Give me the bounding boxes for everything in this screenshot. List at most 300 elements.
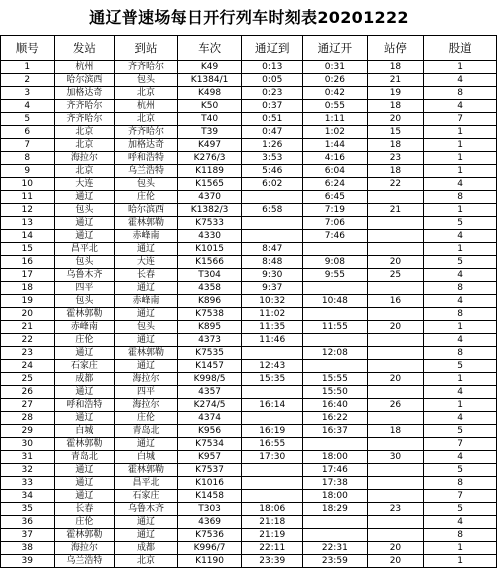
cell-arrive [242,464,303,477]
cell-track: 1 [424,542,497,555]
cell-depart: 16:37 [303,425,368,438]
table-row [1,61,497,74]
cell-from: 成都 [54,373,115,386]
cell-from: 昌平北 [54,243,115,256]
cell-depart [303,308,368,321]
cell-to: 齐齐哈尔 [115,61,178,74]
cell-arrive: 6:58 [242,204,303,217]
cell-track: 5 [424,503,497,516]
cell-stop: 22 [367,178,424,191]
cell-track: 8 [424,191,497,204]
cell-from: 通辽 [54,477,115,490]
cell-to: 包头 [115,74,178,87]
cell-depart: 9:55 [303,269,368,282]
cell-from: 通辽 [54,217,115,230]
table-row [1,425,497,438]
cell-to: 海拉尔 [115,373,178,386]
cell-no: 24 [1,360,55,373]
cell-from: 乌兰浩特 [54,555,115,568]
table-row [1,399,497,412]
cell-from: 通辽 [54,412,115,425]
cell-to: 石家庄 [115,490,178,503]
cell-stop [367,438,424,451]
cell-from: 北京 [54,139,115,152]
cell-no: 36 [1,516,55,529]
cell-no: 23 [1,347,55,360]
cell-depart: 6:04 [303,165,368,178]
cell-from: 通辽 [54,347,115,360]
table-row [1,191,497,204]
table-row [1,243,497,256]
cell-train: K497 [177,139,242,152]
cell-from: 青岛北 [54,451,115,464]
cell-track: 4 [424,295,497,308]
cell-stop: 25 [367,269,424,282]
cell-train: 4373 [177,334,242,347]
cell-depart: 0:26 [303,74,368,87]
cell-arrive: 21:18 [242,516,303,529]
cell-no: 14 [1,230,55,243]
table-row [1,373,497,386]
cell-train: T40 [177,113,242,126]
cell-train: K1565 [177,178,242,191]
cell-from: 石家庄 [54,360,115,373]
cell-no: 10 [1,178,55,191]
cell-depart: 16:22 [303,412,368,425]
cell-track: 1 [424,204,497,217]
cell-train: K1190 [177,555,242,568]
cell-to: 齐齐哈尔 [115,126,178,139]
cell-no: 2 [1,74,55,87]
cell-no: 4 [1,100,55,113]
cell-to: 北京 [115,555,178,568]
cell-depart: 15:55 [303,373,368,386]
cell-from: 庄伦 [54,334,115,347]
cell-to: 霍林郭勒 [115,464,178,477]
cell-train: T39 [177,126,242,139]
cell-track: 1 [424,321,497,334]
cell-stop: 20 [367,113,424,126]
cell-to: 白城 [115,451,178,464]
cell-track: 5 [424,256,497,269]
cell-track: 1 [424,373,497,386]
cell-stop: 16 [367,295,424,308]
cell-from: 哈尔滨西 [54,74,115,87]
cell-track: 1 [424,165,497,178]
cell-no: 31 [1,451,55,464]
cell-train: K1382/3 [177,204,242,217]
cell-to: 哈尔滨西 [115,204,178,217]
cell-train: K7537 [177,464,242,477]
cell-stop: 23 [367,152,424,165]
table-row [1,451,497,464]
cell-train: K1016 [177,477,242,490]
cell-train: K1384/1 [177,74,242,87]
cell-to: 霍林郭勒 [115,347,178,360]
cell-arrive: 11:02 [242,308,303,321]
cell-depart: 18:29 [303,503,368,516]
cell-depart: 0:55 [303,100,368,113]
cell-train: K7538 [177,308,242,321]
cell-track: 4 [424,230,497,243]
cell-arrive: 21:19 [242,529,303,542]
cell-stop: 18 [367,61,424,74]
cell-stop [367,490,424,503]
cell-to: 赤峰南 [115,230,178,243]
cell-train: 4374 [177,412,242,425]
cell-depart [303,243,368,256]
cell-no: 22 [1,334,55,347]
cell-depart: 0:42 [303,87,368,100]
cell-no: 37 [1,529,55,542]
cell-to: 昌平北 [115,477,178,490]
cell-depart: 16:40 [303,399,368,412]
header-train: 车次 [177,36,242,61]
cell-to: 成都 [115,542,178,555]
cell-from: 乌鲁木齐 [54,269,115,282]
cell-from: 呼和浩特 [54,399,115,412]
cell-depart: 22:31 [303,542,368,555]
cell-from: 通辽 [54,464,115,477]
cell-train: K7535 [177,347,242,360]
cell-stop [367,464,424,477]
cell-stop: 21 [367,74,424,87]
cell-to: 庄伦 [115,412,178,425]
table-row [1,555,497,568]
table-row [1,529,497,542]
cell-arrive: 0:51 [242,113,303,126]
cell-arrive: 11:35 [242,321,303,334]
cell-no: 9 [1,165,55,178]
cell-to: 大连 [115,256,178,269]
cell-from: 齐齐哈尔 [54,113,115,126]
cell-stop [367,191,424,204]
cell-to: 乌兰浩特 [115,165,178,178]
cell-track: 7 [424,438,497,451]
cell-depart: 12:08 [303,347,368,360]
cell-stop: 21 [367,204,424,217]
header-depart: 通辽开 [303,36,368,61]
table-row [1,256,497,269]
cell-depart: 18:00 [303,490,368,503]
cell-track: 5 [424,425,497,438]
cell-to: 通辽 [115,360,178,373]
cell-train: K957 [177,451,242,464]
cell-to: 乌鲁木齐 [115,503,178,516]
cell-arrive: 5:46 [242,165,303,178]
cell-from: 海拉尔 [54,542,115,555]
cell-stop [367,360,424,373]
cell-arrive: 22:11 [242,542,303,555]
cell-from: 霍林郭勒 [54,308,115,321]
cell-from: 白城 [54,425,115,438]
cell-train: 4358 [177,282,242,295]
cell-arrive: 9:37 [242,282,303,295]
table-row [1,282,497,295]
cell-no: 28 [1,412,55,425]
cell-to: 赤峰南 [115,295,178,308]
cell-track: 7 [424,490,497,503]
cell-arrive [242,217,303,230]
cell-arrive: 3:53 [242,152,303,165]
cell-stop [367,230,424,243]
cell-stop [367,529,424,542]
cell-depart: 11:55 [303,321,368,334]
table-row [1,126,497,139]
cell-to: 北京 [115,113,178,126]
cell-track: 4 [424,74,497,87]
cell-stop [367,217,424,230]
cell-train: 4357 [177,386,242,399]
cell-train: K1015 [177,243,242,256]
cell-arrive [242,386,303,399]
cell-no: 26 [1,386,55,399]
cell-from: 北京 [54,165,115,178]
cell-no: 21 [1,321,55,334]
cell-to: 通辽 [115,334,178,347]
table-row [1,477,497,490]
cell-stop [367,282,424,295]
cell-from: 加格达奇 [54,87,115,100]
cell-arrive: 11:46 [242,334,303,347]
page-title: 通辽普速场每日开行列车时刻表20201222 [89,8,409,27]
cell-to: 杭州 [115,100,178,113]
cell-track: 7 [424,113,497,126]
cell-depart: 1:11 [303,113,368,126]
cell-depart [303,438,368,451]
cell-depart: 10:48 [303,295,368,308]
cell-arrive [242,191,303,204]
table-row [1,438,497,451]
cell-to: 青岛北 [115,425,178,438]
cell-no: 35 [1,503,55,516]
cell-train: K50 [177,100,242,113]
cell-no: 8 [1,152,55,165]
cell-stop: 18 [367,139,424,152]
cell-track: 8 [424,282,497,295]
cell-track: 4 [424,412,497,425]
cell-to: 通辽 [115,282,178,295]
cell-arrive: 16:14 [242,399,303,412]
cell-track: 1 [424,555,497,568]
cell-train: K1457 [177,360,242,373]
cell-track: 8 [424,347,497,360]
table-row [1,295,497,308]
cell-from: 北京 [54,126,115,139]
cell-arrive [242,347,303,360]
cell-track: 1 [424,152,497,165]
cell-train: K1566 [177,256,242,269]
cell-track: 4 [424,451,497,464]
cell-to: 通辽 [115,438,178,451]
cell-no: 29 [1,425,55,438]
cell-no: 34 [1,490,55,503]
cell-from: 齐齐哈尔 [54,100,115,113]
cell-train: T304 [177,269,242,282]
cell-depart: 6:45 [303,191,368,204]
cell-no: 6 [1,126,55,139]
cell-arrive: 8:47 [242,243,303,256]
cell-depart: 1:44 [303,139,368,152]
cell-stop [367,308,424,321]
timetable [0,35,497,568]
cell-arrive: 18:06 [242,503,303,516]
cell-stop [367,243,424,256]
cell-depart [303,529,368,542]
header-from: 发站 [54,36,115,61]
cell-stop [367,516,424,529]
cell-no: 20 [1,308,55,321]
cell-from: 海拉尔 [54,152,115,165]
cell-no: 18 [1,282,55,295]
cell-depart: 23:59 [303,555,368,568]
cell-no: 19 [1,295,55,308]
cell-depart: 4:16 [303,152,368,165]
cell-train: 4370 [177,191,242,204]
cell-arrive: 1:26 [242,139,303,152]
cell-depart: 1:02 [303,126,368,139]
cell-train: T303 [177,503,242,516]
cell-depart: 6:24 [303,178,368,191]
cell-to: 呼和浩特 [115,152,178,165]
cell-track: 8 [424,477,497,490]
cell-no: 32 [1,464,55,477]
cell-to: 通辽 [115,516,178,529]
header-row [1,36,497,61]
cell-train: K956 [177,425,242,438]
cell-arrive: 0:47 [242,126,303,139]
cell-train: K7536 [177,529,242,542]
cell-to: 霍林郭勒 [115,217,178,230]
cell-track: 4 [424,269,497,282]
cell-train: K896 [177,295,242,308]
cell-track: 1 [424,139,497,152]
cell-arrive: 15:35 [242,373,303,386]
cell-to: 通辽 [115,308,178,321]
table-body [1,61,497,568]
cell-stop [367,386,424,399]
table-row [1,490,497,503]
cell-arrive [242,490,303,503]
cell-train: 4369 [177,516,242,529]
cell-arrive: 0:23 [242,87,303,100]
cell-to: 加格达奇 [115,139,178,152]
cell-from: 包头 [54,295,115,308]
cell-to: 包头 [115,178,178,191]
cell-depart [303,516,368,529]
header-arrive: 通辽到 [242,36,303,61]
cell-stop: 19 [367,87,424,100]
cell-arrive: 9:30 [242,269,303,282]
cell-stop [367,347,424,360]
cell-depart [303,282,368,295]
cell-track: 5 [424,217,497,230]
table-row [1,503,497,516]
table-row [1,230,497,243]
cell-arrive: 17:30 [242,451,303,464]
cell-arrive [242,230,303,243]
cell-from: 赤峰南 [54,321,115,334]
cell-track: 8 [424,529,497,542]
cell-no: 25 [1,373,55,386]
cell-from: 杭州 [54,61,115,74]
table-row [1,464,497,477]
cell-to: 四平 [115,386,178,399]
cell-depart [303,360,368,373]
cell-to: 长春 [115,269,178,282]
cell-no: 13 [1,217,55,230]
cell-arrive: 0:37 [242,100,303,113]
cell-stop: 20 [367,373,424,386]
cell-no: 7 [1,139,55,152]
cell-no: 1 [1,61,55,74]
cell-train: K895 [177,321,242,334]
cell-from: 四平 [54,282,115,295]
cell-arrive: 12:43 [242,360,303,373]
table-row [1,178,497,191]
cell-depart: 18:00 [303,451,368,464]
cell-arrive: 10:32 [242,295,303,308]
cell-no: 17 [1,269,55,282]
table-row [1,516,497,529]
cell-no: 15 [1,243,55,256]
cell-arrive: 6:02 [242,178,303,191]
cell-stop: 23 [367,503,424,516]
cell-stop: 20 [367,321,424,334]
cell-track: 4 [424,178,497,191]
cell-track: 1 [424,61,497,74]
cell-track: 8 [424,87,497,100]
table-row [1,334,497,347]
table-row [1,308,497,321]
cell-no: 12 [1,204,55,217]
table-row [1,217,497,230]
cell-stop [367,334,424,347]
cell-train: 4330 [177,230,242,243]
table-row [1,113,497,126]
cell-no: 11 [1,191,55,204]
cell-stop: 20 [367,555,424,568]
header-stop: 站停 [367,36,424,61]
cell-arrive: 0:13 [242,61,303,74]
cell-stop: 15 [367,126,424,139]
cell-from: 包头 [54,204,115,217]
cell-from: 通辽 [54,230,115,243]
cell-train: K996/7 [177,542,242,555]
table-row [1,152,497,165]
cell-arrive [242,412,303,425]
cell-track: 5 [424,464,497,477]
table-row [1,412,497,425]
header-no: 顺号 [1,36,55,61]
cell-no: 16 [1,256,55,269]
cell-train: K1189 [177,165,242,178]
cell-from: 大连 [54,178,115,191]
cell-depart: 7:46 [303,230,368,243]
cell-no: 38 [1,542,55,555]
cell-track: 8 [424,308,497,321]
cell-stop [367,477,424,490]
table-row [1,139,497,152]
cell-no: 3 [1,87,55,100]
cell-train: K498 [177,87,242,100]
cell-from: 通辽 [54,191,115,204]
cell-arrive: 16:19 [242,425,303,438]
table-row [1,321,497,334]
cell-depart: 7:19 [303,204,368,217]
table-row [1,100,497,113]
cell-to: 包头 [115,321,178,334]
